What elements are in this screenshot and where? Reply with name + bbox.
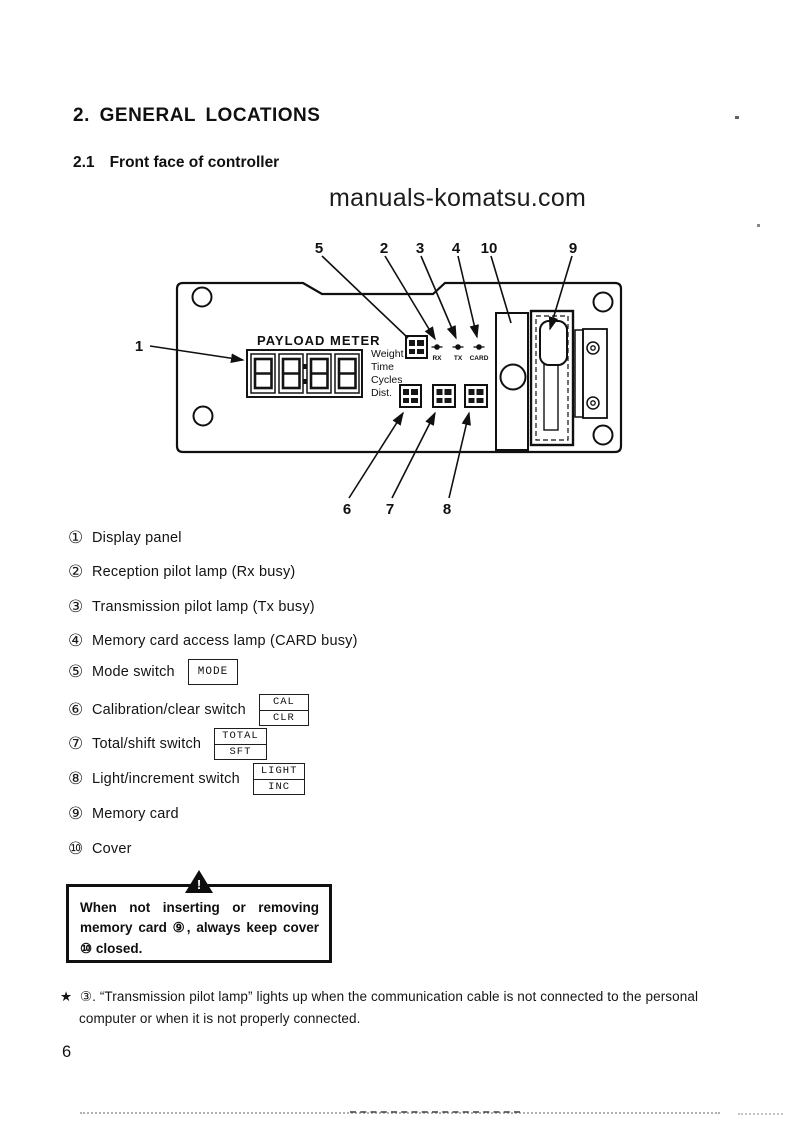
- part-row-mode-switch: [68, 659, 238, 685]
- display-mode-label: Cycles: [371, 374, 403, 386]
- part-label: Reception pilot lamp (Rx busy): [92, 564, 296, 580]
- controller-diagram: [120, 233, 680, 523]
- cal-clr-key-cap: CAL CLR: [259, 694, 309, 726]
- pilot-lamps: [432, 344, 489, 362]
- light-inc-key-cap: LIGHT INC: [253, 763, 306, 795]
- callout-6: 6: [342, 501, 352, 518]
- display-mode-label: Weight: [371, 348, 404, 360]
- screw-icon: [587, 397, 599, 409]
- display-dot: [303, 364, 306, 369]
- scan-artifact-line: [738, 1113, 783, 1115]
- callout-3: 3: [415, 240, 425, 257]
- part-number: ⑩: [68, 839, 84, 858]
- payload-meter-label: PAYLOAD METER: [257, 333, 381, 348]
- mode-key-cap: MODE: [188, 659, 238, 685]
- cal-clr-switch-button: [400, 385, 421, 407]
- part-label: Transmission pilot lamp (Tx busy): [92, 599, 315, 615]
- part-label: Light/increment switch: [92, 771, 240, 787]
- warning-exclamation: !: [196, 877, 202, 892]
- part-row-cal-clr-switch: [68, 694, 309, 726]
- part-row-display-panel: [68, 528, 182, 548]
- screw-icon: [587, 342, 599, 354]
- section-title: 2. GENERAL LOCATIONS: [73, 105, 321, 126]
- memory-card-slot: [531, 311, 573, 445]
- callout-5: 5: [314, 240, 324, 257]
- part-number: ⑤: [68, 662, 84, 681]
- part-label: Memory card access lamp (CARD busy): [92, 633, 358, 649]
- part-label: Cover: [92, 841, 132, 857]
- side-bracket: [575, 329, 607, 418]
- part-row-transmission-lamp: [68, 597, 315, 617]
- subsection-number: 2.1: [73, 154, 95, 171]
- part-number: ⑥: [68, 700, 84, 719]
- card-lamp-label: CARD: [469, 355, 489, 362]
- scan-speck: [757, 224, 760, 227]
- mode-switch-button: [406, 336, 427, 358]
- part-label: Calibration/clear switch: [92, 702, 246, 718]
- callout-4: 4: [451, 240, 461, 257]
- part-row-reception-lamp: [68, 562, 295, 582]
- warning-box: [66, 877, 332, 963]
- part-number: ⑦: [68, 734, 84, 753]
- display-mode-label: Dist.: [371, 387, 392, 399]
- mount-hole: [193, 288, 212, 307]
- part-row-cover: [68, 839, 132, 859]
- tx-lamp-label: TX: [453, 355, 463, 362]
- part-label: Total/shift switch: [92, 736, 202, 752]
- part-number: ①: [68, 528, 84, 547]
- total-sft-key-cap: TOTAL SFT: [214, 728, 267, 760]
- mount-hole: [194, 407, 213, 426]
- scan-artifact-line: [350, 1111, 520, 1113]
- callout-9: 9: [568, 240, 578, 257]
- callout-2: 2: [379, 240, 389, 257]
- footnote-ref: ③.: [79, 989, 96, 1004]
- callout-7: 7: [385, 501, 395, 518]
- total-sft-switch-button: [433, 385, 455, 407]
- display-mode-label: Time: [371, 361, 394, 373]
- part-row-total-sft-switch: [68, 728, 267, 760]
- warning-text: When not inserting or removing memory card ⑨, always keep cover ⑩ closed.: [80, 900, 319, 956]
- seven-segment-digit: [311, 359, 328, 388]
- light-inc-switch-button: [465, 385, 487, 407]
- star-icon: ★: [60, 989, 73, 1004]
- part-number: ⑧: [68, 769, 84, 788]
- seven-segment-digit: [255, 359, 272, 388]
- scan-speck: [735, 116, 739, 119]
- cover-plate: [496, 313, 528, 450]
- part-number: ③: [68, 597, 84, 616]
- seven-segment-digit: [339, 359, 356, 388]
- footnote: [60, 986, 747, 1029]
- part-number: ②: [68, 562, 84, 581]
- display-dot: [303, 379, 306, 384]
- memory-card: [540, 321, 567, 365]
- callout-1: 1: [134, 338, 144, 355]
- subsection-label: Front face of controller: [109, 154, 280, 171]
- mount-hole: [594, 293, 613, 312]
- rx-lamp-label: RX: [432, 355, 442, 362]
- part-row-memory-card: [68, 804, 179, 824]
- part-label: Mode switch: [92, 664, 175, 680]
- subsection-title: [73, 154, 279, 172]
- part-number: ④: [68, 631, 84, 650]
- footnote-text: “Transmission pilot lamp” lights up when the communication cable is not connected to the personal computer or when it is not properly connected.: [79, 989, 699, 1026]
- seven-segment-digit: [283, 359, 300, 388]
- part-row-light-inc-switch: [68, 763, 305, 795]
- display-panel: [247, 350, 362, 397]
- watermark-text: manuals-komatsu.com: [329, 184, 587, 212]
- callout-10: 10: [480, 240, 498, 257]
- part-row-card-access-lamp: [68, 631, 358, 651]
- page-number: 6: [62, 1043, 72, 1061]
- part-label: Memory card: [92, 806, 179, 822]
- panel-outline: [177, 283, 621, 452]
- mount-hole: [594, 426, 613, 445]
- part-label: Display panel: [92, 530, 182, 546]
- callout-8: 8: [442, 501, 452, 518]
- part-number: ⑨: [68, 804, 84, 823]
